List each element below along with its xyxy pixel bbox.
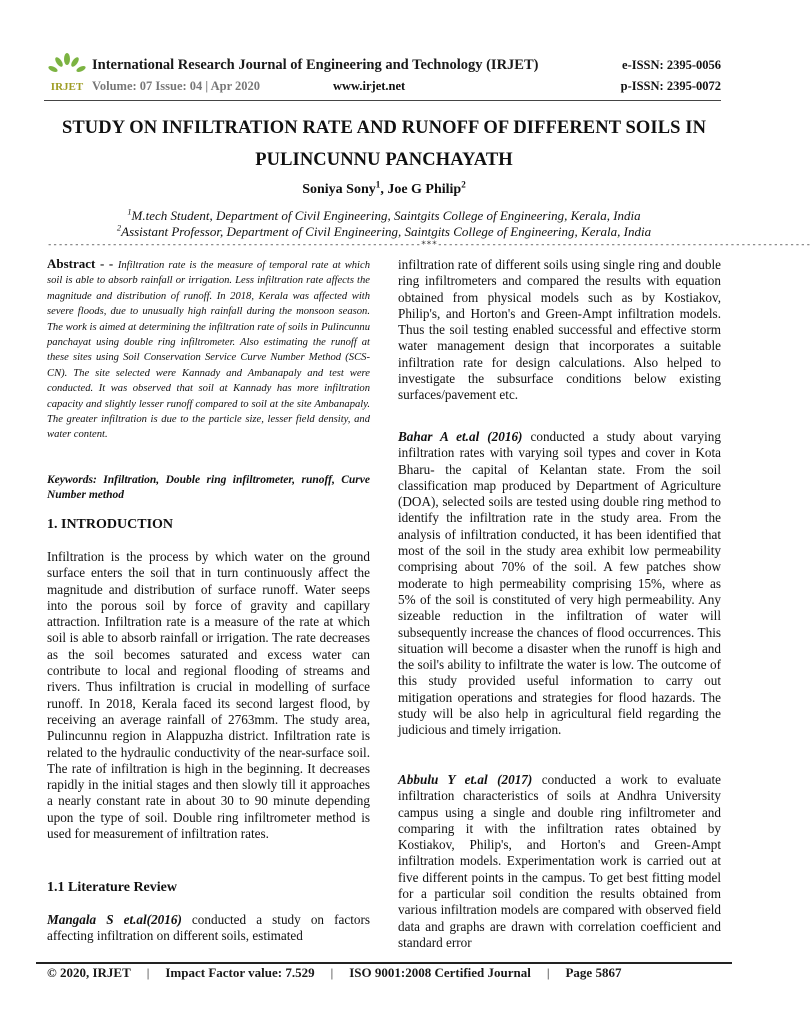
irjet-logo: [44, 52, 90, 94]
abstract: [47, 256, 370, 443]
p-issn: p-ISSN: 2395-0072: [620, 79, 721, 93]
ref-bahar: Bahar A et.al (2016): [398, 429, 523, 444]
ref-abbulu: Abbulu Y et.al (2017): [398, 772, 533, 787]
volume-issue: Volume: 07 Issue: 04 | Apr 2020: [92, 79, 261, 93]
paper-title-line-2: PULINCUNNU PANCHAYATH: [255, 150, 513, 170]
literature-paragraph-continued: infiltration rate of different soils using single ring and double ring infiltrometers and compared the results with equation obtained from physical models such as by Kostiakov, Philip's, and Horton's and Green-Ampt infiltration models. Thus the soil testing enabled successful and effective storm water management design that incorporates a suitable infiltration rate for design calculations. Also helped to investigate the subsurface conditions below existing surfaces/pavement etc.: [398, 257, 721, 403]
ref-abbulu-text: conducted a work to evaluate infiltration characteristics of soils at Andhra University campus using a single and double ring infiltrometer and comparing it with the infiltration rates obtained by Kostiakov, Philip's, and Horton's and Green-Ampt infiltration models. Experimentation work is carried out at five different points in the campus. To get best fitting model for a particular soil condition the results obtained from various infiltration models are compared with observed field data and graphs are drawn with correlation coefficient and standard error: [398, 772, 721, 950]
affiliation-1-mark: 1: [127, 206, 132, 217]
footer-copyright: © 2020, IRJET: [47, 965, 131, 980]
introduction-heading: 1. INTRODUCTION: [47, 517, 174, 532]
affiliation-1: [0, 208, 768, 224]
footer-iso: ISO 9001:2008 Certified Journal: [349, 965, 531, 980]
introduction-body: Infiltration is the process by which water on the ground surface enters the soil that in turn continuously affect the magnitude and distribution of surface runoff. Water seeps into the porous soil by force of gravity and capillary attraction. Infiltration rate is a measure of the rate at which soil is able to absorb rainfall or irrigation. The rate decreases as the soil becomes saturated and excess water can contribute to local and regional flooding of streams and rivers. Thus infiltration is crucial in modelling of surface runoff. In 2018, Kerala faced its second largest flood, by receiving an average rainfall of 2763mm. The study area, Pulincunnu region in Alappuzha district. Infiltration rate is related to the hydraulic conductivity of the near-surface soil. The rate of infiltration is high in the beginning. It decreases rapidly in the initial stages and then slowly till it approaches a nearly constant rate in about 30 to 90 minute depending upon the type of soil. Double ring infiltrometer method is used for measurement of infiltration rates.: [47, 549, 370, 842]
literature-review-heading: 1.1 Literature Review: [47, 880, 177, 895]
footer-separator: |: [546, 965, 550, 980]
ref-mangala: Mangala S et.al(2016): [47, 912, 182, 927]
footer-impact-label: Impact Factor value:: [165, 965, 286, 980]
affiliation-2: [0, 224, 768, 240]
footer-divider: [36, 962, 732, 964]
literature-paragraph-mangala: [47, 912, 370, 945]
footer-page-number: 5867: [595, 965, 622, 980]
e-issn: e-ISSN: 2395-0056: [622, 58, 721, 72]
affiliation-2-text: Assistant Professor, Department of Civil Engineering, Saintgits College of Engineering, Kerala, India: [121, 224, 652, 239]
ref-bahar-text: conducted a study about varying infiltration rates with varying soil types and cover in Kota Bharu- the capital of Kelantan state. From the soil classification map produced by Department of Agriculture (DOA), selected soils are tested using double ring method to identify the infiltration rate in the study area. From the analysis of infiltration conducted, it has been identified that most of the soil in the study area exhibit low permeability comprising about 70% of the soil. A few patches show moderate to high permeability comprising 15%, where as 5% of the soil is constituted of very high permeability. Any sizeable reduction in the infiltration of water will subsequently increase the chances of flood occurrences. This situation will become a disaster when the runoff is high and the soil's ability to infiltrate the water is low. The outcome of this study provided useful information to carry out mitigation operations and strategies for flood hazards. The study will be also help in agricultural field regarding the judicious and timely irrigation.: [398, 429, 721, 738]
footer-page-label: Page: [565, 965, 596, 980]
author-2-mark: 2: [461, 179, 466, 190]
author-1: Soniya Sony: [302, 182, 376, 197]
footer-separator: |: [330, 965, 334, 980]
authors: [0, 179, 768, 198]
footer: [47, 965, 621, 981]
abstract-text: Infiltration rate is the measure of temporal rate at which soil is able to absorb rainfall or irrigation. Less infiltration rate affects the magnitude and distribution of runoff. In 2018, Kerala was affected with severe floods, due to unusually high rainfall during the monsoon season. The work is aimed at determining the infiltration rate of soils in Pulincunnu panchayat using double ring infiltrometer. Also estimating the runoff at these sites using Soil Conservation Service Curve Number Method (SCS-CN). The site selected were Kannady and Ambanapaly and test were conducted. It was observed that soil at Kannady has more infiltration capacity and slightly lesser runoff compared to soil at the site Ambanapaly. The greater infiltration is due to the particle size, lesser field density, and water content.: [47, 260, 370, 441]
author-1-mark: 1: [375, 179, 381, 190]
footer-impact-value: 7.529: [285, 965, 315, 980]
affiliation-1-text: M.tech Student, Department of Civil Engineering, Saintgits College of Engineering, Kerala, India: [131, 208, 641, 223]
literature-paragraph-bahar: [398, 429, 721, 739]
journal-name: International Research Journal of Engineering and Technology (IRJET): [92, 57, 539, 73]
abstract-heading: Abstract - -: [47, 256, 118, 271]
author-2: Joe G Philip: [387, 182, 462, 197]
literature-paragraph-abbulu: [398, 772, 721, 951]
section-separator: ---------------------------------------------------------------------***---------------------------------------------------------------------: [47, 240, 811, 250]
author-separator: ,: [380, 182, 388, 197]
journal-website-link[interactable]: www.irjet.net: [333, 79, 406, 93]
header-divider: [44, 100, 721, 101]
affiliation-2-mark: 2: [116, 222, 122, 233]
ref-mangala-text: conducted a study on factors affecting infiltration on different soils, estimated: [47, 912, 370, 944]
keywords: Keywords: Infiltration, Double ring infiltrometer, runoff, Curve Number method: [47, 474, 370, 502]
svg-text:IRJET: IRJET: [50, 81, 84, 93]
paper-title-line-1: STUDY ON INFILTRATION RATE AND RUNOFF OF DIFFERENT SOILS IN: [61, 118, 707, 138]
footer-separator: |: [146, 965, 150, 980]
